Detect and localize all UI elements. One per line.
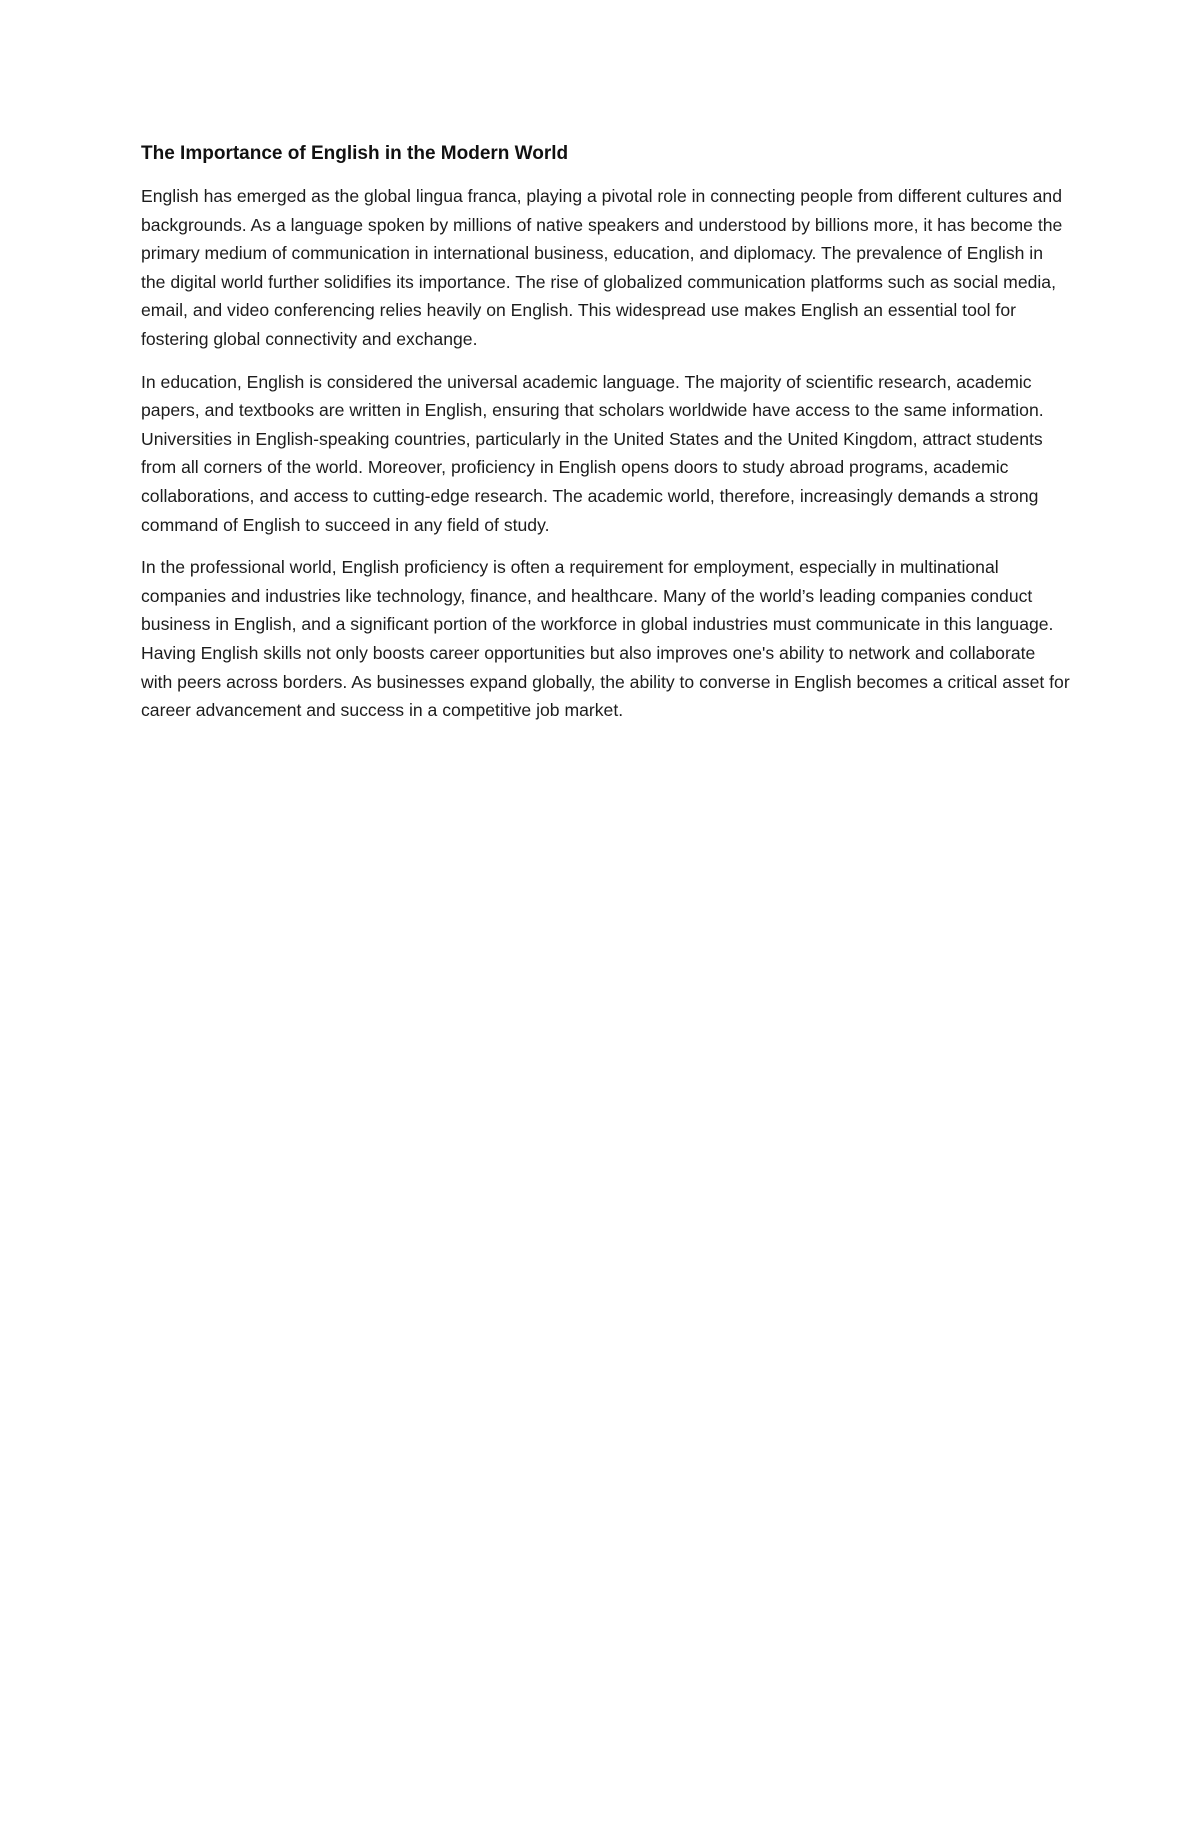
document-title: The Importance of English in the Modern World bbox=[141, 143, 569, 164]
paragraph-education: In education, English is considered the universal academic language. The majority of scientific research, academic papers, and textbooks are written in English, ensuring that scholars worldwide have access to the same information. Universities in English-speaking countries, particularly in the United States and the United Kingdom, attract students from all corners of the world. Moreover, proficiency in English opens doors to study abroad programs, academic collaborations, and access to cutting-edge research. The academic world, therefore, increasingly demands a strong command of English to succeed in any field of study. bbox=[141, 371, 1044, 535]
paragraph-global-lingua-franca: English has emerged as the global lingua franca, playing a pivotal role in connecting people from different cultures and backgrounds. As a language spoken by millions of native speakers and understood by billions more, it has become the primary medium of communication in international business, education, and diplomacy. The prevalence of English in the digital world further solidifies its importance. The rise of globalized communication platforms such as social media, email, and video conferencing relies heavily on English. This widespread use makes English an essential tool for fostering global connectivity and exchange. bbox=[141, 186, 1063, 349]
paragraph-professional-world: In the professional world, English proficiency is often a requirement for employment, especially in multinational companies and industries like technology, finance, and healthcare. Many of the world’s leading companies conduct business in English, and a significant portion of the workforce in global industries must communicate in this language. Having English skills not only boosts career opportunities but also improves one's ability to network and collaborate with peers across borders. As businesses expand globally, the ability to converse in English becomes a critical asset for career advancement and success in a competitive job market. bbox=[141, 557, 1070, 721]
document-body bbox=[141, 141, 1071, 739]
